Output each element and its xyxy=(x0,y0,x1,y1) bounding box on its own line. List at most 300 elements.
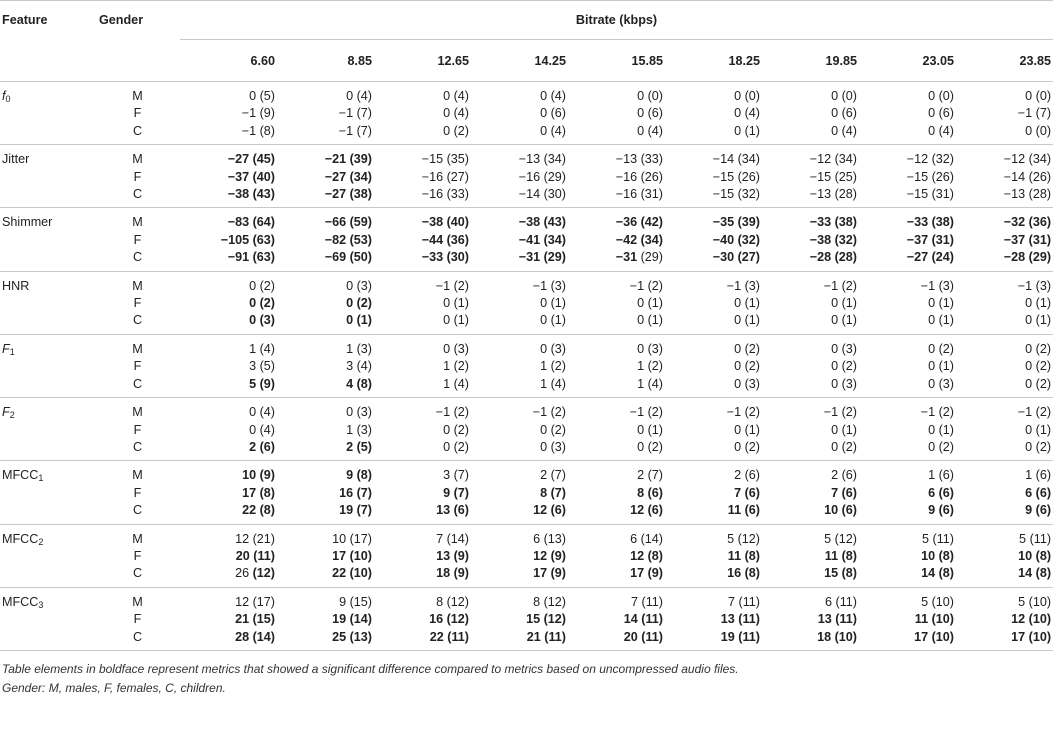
feature-cell xyxy=(0,358,95,375)
feature-cell xyxy=(0,249,95,271)
value-mean: 3 xyxy=(249,359,257,374)
value-sd: (2) xyxy=(1035,341,1052,356)
value-cell xyxy=(277,232,374,249)
value-cell xyxy=(859,485,956,502)
value-sd: (12) xyxy=(446,594,469,609)
value-mean: 6 xyxy=(928,485,936,500)
value-sd: (15) xyxy=(349,594,372,609)
table-row xyxy=(0,502,1053,524)
gender-cell: F xyxy=(133,422,142,437)
value-mean: 0 xyxy=(928,376,936,391)
value-cell xyxy=(665,461,762,485)
value-mean: −1 xyxy=(532,278,548,293)
value-sd: (26) xyxy=(931,169,954,184)
value-mean: 10 xyxy=(921,548,936,563)
value-sd: (4) xyxy=(550,123,566,138)
value-mean: −42 xyxy=(615,232,638,247)
value-sd: (8) xyxy=(938,548,954,563)
value-sd: (40) xyxy=(252,169,275,184)
value-cell xyxy=(568,208,665,232)
value-sd: (26) xyxy=(737,169,760,184)
value-sd: (63) xyxy=(252,250,275,265)
feature-cell xyxy=(0,105,95,122)
value-sd: (1) xyxy=(1035,313,1052,328)
value-mean: 0 xyxy=(249,422,257,437)
value-sd: (12) xyxy=(543,594,566,609)
value-mean: −1 xyxy=(1017,278,1033,293)
value-mean: 0 xyxy=(734,439,742,454)
feature-subscript: 2 xyxy=(38,536,44,547)
value-sd: (8) xyxy=(841,548,857,563)
value-mean: 17 xyxy=(630,566,645,581)
value-cell xyxy=(471,186,568,208)
value-cell xyxy=(762,186,859,208)
value-cell xyxy=(180,461,277,485)
value-sd: (11) xyxy=(641,629,663,644)
value-cell xyxy=(471,611,568,628)
value-cell xyxy=(665,186,762,208)
value-mean: −21 xyxy=(324,152,347,167)
value-sd: (42) xyxy=(640,215,663,230)
value-sd: (9) xyxy=(259,376,275,391)
value-sd: (3) xyxy=(938,376,954,391)
value-mean: −12 xyxy=(906,152,929,167)
value-sd: (9) xyxy=(453,548,469,563)
value-cell xyxy=(180,485,277,502)
value-sd: (28) xyxy=(834,187,857,202)
value-cell xyxy=(471,145,568,169)
value-mean: 0 xyxy=(346,89,354,103)
value-cell xyxy=(665,169,762,186)
table-row xyxy=(0,611,1053,628)
value-mean: 0 xyxy=(831,439,839,454)
value-mean: −1 xyxy=(726,278,742,293)
value-mean: 0 xyxy=(1025,341,1033,356)
value-mean: −13 xyxy=(518,152,541,167)
feature-cell xyxy=(0,587,95,611)
value-sd: (6) xyxy=(647,485,663,500)
value-mean: −38 xyxy=(809,232,832,247)
feature-cell xyxy=(0,169,95,186)
value-mean: 0 xyxy=(637,439,645,454)
value-sd: (4) xyxy=(841,123,857,138)
value-mean: 0 xyxy=(1025,313,1033,328)
feature-name: f xyxy=(2,89,6,103)
feature-cell xyxy=(0,376,95,398)
gender-cell: F xyxy=(133,548,142,563)
value-mean: 19 xyxy=(720,629,735,644)
value-cell xyxy=(956,249,1053,271)
value-cell xyxy=(956,334,1053,358)
value-cell xyxy=(859,208,956,232)
value-mean: −35 xyxy=(712,215,735,230)
value-mean: −1 xyxy=(338,123,354,138)
value-mean: −40 xyxy=(712,232,735,247)
value-mean: 6 xyxy=(630,531,638,546)
value-mean: 9 xyxy=(928,503,936,518)
value-sd: (0) xyxy=(841,89,857,103)
value-sd: (3) xyxy=(550,439,566,454)
value-sd: (6) xyxy=(259,439,275,454)
feature-cell xyxy=(0,565,95,587)
value-cell xyxy=(762,629,859,651)
value-mean: −27 xyxy=(324,187,347,202)
value-mean: 12 xyxy=(630,503,645,518)
value-sd: (3) xyxy=(259,313,275,328)
value-sd: (34) xyxy=(349,169,372,184)
value-cell xyxy=(762,208,859,232)
value-cell xyxy=(665,145,762,169)
value-cell xyxy=(956,422,1053,439)
value-cell xyxy=(568,548,665,565)
value-mean: −27 xyxy=(227,152,250,167)
value-sd: (1) xyxy=(938,313,954,328)
value-cell xyxy=(471,422,568,439)
value-cell xyxy=(665,295,762,312)
table-row xyxy=(0,295,1053,312)
value-sd: (10) xyxy=(931,612,954,627)
feature-cell xyxy=(0,439,95,461)
value-mean: −1 xyxy=(435,278,451,293)
value-cell xyxy=(956,105,1053,122)
gender-cell: C xyxy=(95,565,180,587)
value-cell xyxy=(374,232,471,249)
value-mean: 5 xyxy=(1018,594,1026,609)
table-row xyxy=(0,461,1053,485)
value-cell xyxy=(665,587,762,611)
value-cell xyxy=(859,186,956,208)
value-cell xyxy=(374,169,471,186)
value-cell xyxy=(956,611,1053,628)
value-cell xyxy=(471,565,568,587)
value-mean: 1 xyxy=(637,376,645,391)
value-sd: (21) xyxy=(252,531,275,546)
value-cell xyxy=(956,295,1053,312)
value-mean: 7 xyxy=(831,485,839,500)
value-sd: (7) xyxy=(356,106,372,121)
value-mean: 0 xyxy=(249,296,257,311)
value-mean: 1 xyxy=(1025,468,1033,483)
value-mean: 2 xyxy=(540,468,548,483)
value-mean: −12 xyxy=(1003,152,1026,167)
value-cell xyxy=(277,312,374,334)
value-mean: 0 xyxy=(443,296,451,311)
value-mean: 9 xyxy=(443,485,451,500)
value-cell xyxy=(859,271,956,295)
value-sd: (2) xyxy=(647,278,663,293)
value-cell xyxy=(277,208,374,232)
value-cell xyxy=(471,271,568,295)
value-cell xyxy=(471,82,568,106)
value-mean: −14 xyxy=(1003,169,1026,184)
value-sd: (1) xyxy=(744,296,760,311)
value-cell xyxy=(859,145,956,169)
value-sd: (8) xyxy=(356,376,372,391)
value-sd: (11) xyxy=(1029,531,1052,546)
value-mean: −1 xyxy=(823,405,839,420)
value-cell xyxy=(956,376,1053,398)
value-mean: 0 xyxy=(831,359,839,374)
feature-cell xyxy=(0,502,95,524)
value-mean: −16 xyxy=(421,169,444,184)
value-sd: (2) xyxy=(841,439,857,454)
value-sd: (1) xyxy=(841,296,857,311)
value-sd: (1) xyxy=(744,123,760,138)
value-sd: (4) xyxy=(356,359,372,374)
value-mean: 0 xyxy=(443,341,451,356)
value-cell xyxy=(568,334,665,358)
value-cell xyxy=(471,334,568,358)
value-cell xyxy=(859,587,956,611)
value-mean: 15 xyxy=(824,566,839,581)
value-cell xyxy=(762,334,859,358)
value-cell xyxy=(374,186,471,208)
bitrate-column-header: 8.85 xyxy=(277,40,374,82)
value-cell xyxy=(956,312,1053,334)
gender-cell: M xyxy=(132,531,143,546)
feature-cell xyxy=(0,461,95,485)
value-mean: 14 xyxy=(623,612,638,627)
value-mean: 0 xyxy=(1025,123,1033,138)
value-sd: (1) xyxy=(1035,422,1052,437)
value-sd: (2) xyxy=(1035,376,1052,391)
value-mean: 16 xyxy=(339,485,354,500)
value-mean: −15 xyxy=(906,169,929,184)
gender-cell: F xyxy=(133,106,142,121)
value-sd: (7) xyxy=(453,485,469,500)
value-cell xyxy=(762,232,859,249)
value-sd: (4) xyxy=(938,123,954,138)
value-mean: 0 xyxy=(928,341,936,356)
value-mean: −1 xyxy=(629,405,645,420)
value-cell xyxy=(277,358,374,375)
value-cell xyxy=(471,461,568,485)
value-sd: (11) xyxy=(738,629,760,644)
value-sd: (6) xyxy=(744,485,760,500)
feature-cell xyxy=(0,186,95,208)
value-mean: −15 xyxy=(712,187,735,202)
value-mean: 8 xyxy=(533,594,541,609)
value-sd: (8) xyxy=(744,566,760,581)
value-cell xyxy=(762,312,859,334)
value-mean: 1 xyxy=(540,376,548,391)
feature-cell xyxy=(0,548,95,565)
value-mean: 0 xyxy=(249,278,257,293)
value-mean: 12 xyxy=(1011,612,1026,627)
value-mean: 0 xyxy=(734,422,742,437)
value-sd: (2) xyxy=(453,405,469,420)
value-mean: 2 xyxy=(637,468,645,483)
value-mean: 16 xyxy=(727,566,742,581)
value-cell xyxy=(956,169,1053,186)
value-cell xyxy=(374,145,471,169)
value-sd: (1) xyxy=(453,296,469,311)
value-cell xyxy=(859,548,956,565)
value-sd: (3) xyxy=(1035,278,1052,293)
value-mean: 20 xyxy=(623,629,638,644)
value-cell xyxy=(277,105,374,122)
value-sd: (3) xyxy=(938,278,954,293)
value-mean: 1 xyxy=(928,468,936,483)
value-sd: (43) xyxy=(543,215,566,230)
value-sd: (9) xyxy=(550,548,566,563)
value-sd: (8) xyxy=(1035,548,1052,563)
value-cell xyxy=(374,312,471,334)
value-mean: 7 xyxy=(734,485,742,500)
value-sd: (34) xyxy=(1028,152,1052,167)
feature-subscript: 1 xyxy=(9,346,15,357)
table-row xyxy=(0,398,1053,422)
value-cell xyxy=(471,439,568,461)
value-cell xyxy=(956,548,1053,565)
value-mean: 22 xyxy=(429,629,444,644)
value-sd: (3) xyxy=(550,341,566,356)
value-mean: 0 xyxy=(928,106,936,121)
value-sd: (11) xyxy=(738,594,760,609)
gender-cell: C xyxy=(95,123,180,145)
value-sd: (2) xyxy=(938,341,954,356)
value-mean: 0 xyxy=(637,422,645,437)
value-cell xyxy=(277,334,374,358)
value-sd: (31) xyxy=(1028,232,1052,247)
value-sd: (24) xyxy=(931,250,954,265)
value-cell xyxy=(859,565,956,587)
feature-cell xyxy=(0,271,95,295)
value-cell xyxy=(180,169,277,186)
value-sd: (1) xyxy=(841,313,857,328)
value-sd: (1) xyxy=(647,296,663,311)
bitrate-column-header: 18.25 xyxy=(665,40,762,82)
value-sd: (17) xyxy=(349,531,372,546)
value-mean: 10 xyxy=(824,503,839,518)
value-mean: 13 xyxy=(436,503,451,518)
value-sd: (1) xyxy=(550,313,566,328)
value-mean: −1 xyxy=(629,278,645,293)
value-cell xyxy=(568,295,665,312)
value-sd: (9) xyxy=(453,566,469,581)
value-cell xyxy=(762,524,859,548)
table-row xyxy=(0,123,1053,145)
value-mean: 0 xyxy=(831,89,839,103)
value-sd: (2) xyxy=(453,422,469,437)
value-sd: (50) xyxy=(349,250,372,265)
value-sd: (43) xyxy=(252,187,275,202)
value-mean: 0 xyxy=(249,313,257,328)
value-mean: −28 xyxy=(1003,250,1026,265)
value-sd: (27) xyxy=(737,250,760,265)
bitrate-column-header: 23.05 xyxy=(859,40,956,82)
value-sd: (63) xyxy=(252,232,275,247)
value-cell xyxy=(859,611,956,628)
value-sd: (2) xyxy=(453,278,469,293)
value-sd: (3) xyxy=(550,278,566,293)
value-mean: 19 xyxy=(332,612,347,627)
value-cell xyxy=(180,502,277,524)
value-cell xyxy=(471,587,568,611)
value-cell xyxy=(180,145,277,169)
value-sd: (6) xyxy=(550,503,566,518)
value-sd: (6) xyxy=(841,468,857,483)
value-mean: 12 xyxy=(235,531,250,546)
value-sd: (7) xyxy=(647,468,663,483)
value-cell xyxy=(665,439,762,461)
value-mean: 10 xyxy=(332,531,347,546)
table-row xyxy=(0,312,1053,334)
value-mean: 3 xyxy=(443,468,451,483)
value-sd: (7) xyxy=(550,485,566,500)
table-body xyxy=(0,82,1053,651)
value-cell xyxy=(180,358,277,375)
value-cell xyxy=(859,249,956,271)
bitrate-header: Bitrate (kbps) xyxy=(180,1,1053,40)
value-cell xyxy=(665,271,762,295)
value-mean: 1 xyxy=(346,422,354,437)
value-cell xyxy=(277,524,374,548)
value-sd: (32) xyxy=(737,187,760,202)
value-mean: 22 xyxy=(332,566,347,581)
value-sd: (36) xyxy=(446,232,469,247)
value-cell xyxy=(277,82,374,106)
table-row xyxy=(0,376,1053,398)
value-cell xyxy=(762,376,859,398)
value-mean: 0 xyxy=(831,376,839,391)
value-sd: (35) xyxy=(446,152,469,167)
bitrate-column-header: 15.85 xyxy=(568,40,665,82)
gender-cell: F xyxy=(133,296,142,311)
value-sd: (39) xyxy=(349,152,372,167)
value-sd: (27) xyxy=(446,169,469,184)
value-cell xyxy=(277,629,374,651)
value-cell xyxy=(374,271,471,295)
value-cell xyxy=(859,312,956,334)
value-mean: 11 xyxy=(914,612,929,627)
value-cell xyxy=(277,169,374,186)
footnote-gender: Gender: M, males, F, females, C, children. xyxy=(2,680,226,695)
value-sd: (3) xyxy=(841,376,857,391)
feature-name: Shimmer xyxy=(2,215,53,230)
value-cell xyxy=(471,485,568,502)
value-mean: 0 xyxy=(928,422,936,437)
value-cell xyxy=(762,422,859,439)
value-cell xyxy=(762,439,859,461)
value-sd: (5) xyxy=(259,89,275,103)
value-sd: (2) xyxy=(938,405,954,420)
value-mean: 2 xyxy=(734,468,742,483)
value-sd: (2) xyxy=(259,278,275,293)
value-cell xyxy=(471,398,568,422)
value-cell xyxy=(956,565,1053,587)
value-sd: (11) xyxy=(835,594,857,609)
table-row xyxy=(0,186,1053,208)
value-cell xyxy=(665,548,762,565)
value-cell xyxy=(568,587,665,611)
value-cell xyxy=(180,334,277,358)
value-mean: 6 xyxy=(1025,485,1033,500)
gender-cell: F xyxy=(133,612,142,627)
value-sd: (11) xyxy=(447,629,469,644)
value-cell xyxy=(568,145,665,169)
value-sd: (1) xyxy=(938,359,954,374)
value-cell xyxy=(277,271,374,295)
value-mean: 0 xyxy=(831,341,839,356)
value-cell xyxy=(471,105,568,122)
value-mean: 0 xyxy=(540,422,548,437)
table-row xyxy=(0,422,1053,439)
value-cell xyxy=(277,485,374,502)
value-cell xyxy=(762,502,859,524)
value-mean: 0 xyxy=(346,278,354,293)
bitrate-column-header: 19.85 xyxy=(762,40,859,82)
